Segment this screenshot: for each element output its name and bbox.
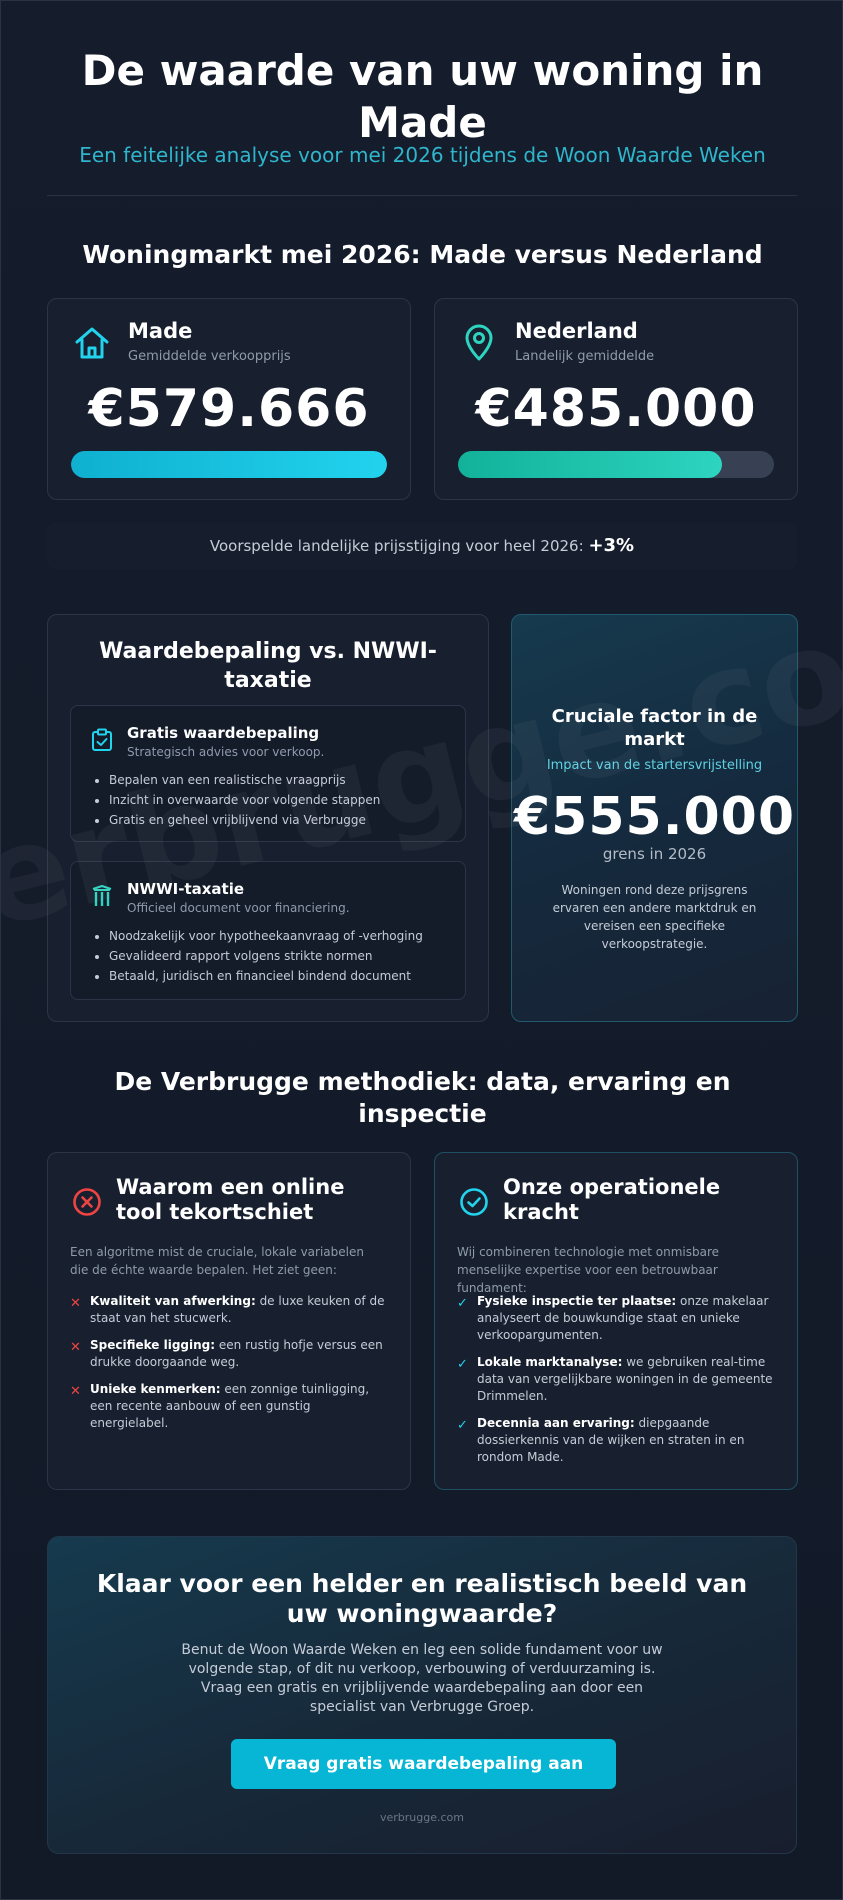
list-item: • Gratis en geheel vrijblijvend via Verbrugge [109,810,380,830]
market-name: Nederland [515,319,638,343]
item-label: Lokale marktanalyse: [477,1355,623,1369]
crucial-subtitle: Impact van de startersvrijstelling [546,758,763,773]
location-pin-icon [459,323,499,363]
market-card-nederland [434,298,798,500]
list-item: • Inzicht in overwaarde voor volgende stappen [109,790,380,810]
free-valuation-box [70,705,466,842]
cta-text: Benut de Woon Waarde Weken en leg een solide fundament voor uw volgende stap, of dit nu verkoop, verbouwing of verduurzaming is. Vraag een gratis en vrijblijvende waardebepaling aan door een specialist van Verbrugge Groep. [181,1642,663,1715]
operational-list [457,1293,773,1476]
item-text: onze makelaar analyseert de bouwkundige staat en unieke verkoopargumenten. [477,1294,769,1342]
forecast-label: Voorspelde landelijke prijsstijging voor heel 2026: [209,537,584,555]
price-bar-track [71,451,387,478]
market-name: Made [128,319,193,343]
valuation-title: Waardebepaling vs. NWWI-taxatie [99,639,437,693]
price-bar-fill [458,451,722,478]
operational-intro: Wij combineren technologie met onmisbare menselijke expertise voor een betrouwbaar fundament: [457,1245,720,1295]
crucial-title: Cruciale factor in de markt [551,706,758,750]
market-section-title: Woningmarkt mei 2026: Made versus Nederland [82,240,763,269]
check-circle-icon [459,1187,489,1217]
cta-title: Klaar voor een helder en realistisch beeld van uw woningwaarde? [96,1569,748,1628]
crucial-note: Woningen rond deze prijsgrens ervaren een andere marktdruk en vereisen een specifieke verkoopstrategie. [552,883,757,951]
item-text: een zonnige tuinligging, een recente aanbouw of een gunstig energielabel. [90,1382,370,1430]
check-icon: ✓ [457,1418,468,1433]
page-subtitle: Een feitelijke analyse voor mei 2026 tijdens de Woon Waarde Weken [79,143,766,167]
method-section-title: De Verbrugge methodiek: data, ervaring en inspectie [114,1067,731,1128]
free-valuation-desc: Strategisch advies voor verkoop. [127,745,325,759]
crucial-price: €555.000 [513,787,796,847]
market-card-made [47,298,411,500]
crucial-unit: grens in 2026 [602,845,707,863]
operational-title: Onze operationele kracht [503,1175,721,1224]
nwwi-title: NWWI-taxatie [127,880,245,898]
item-label: Fysieke inspectie ter plaatse: [477,1294,677,1308]
price-bar-fill [71,451,387,478]
list-item [70,1381,386,1432]
check-icon: ✓ [457,1296,468,1311]
item-label: Unieke kenmerken: [90,1382,221,1396]
price-bar-track [458,451,774,478]
x-circle-icon [72,1187,102,1217]
building-columns-icon [91,884,113,908]
free-valuation-list [109,770,380,830]
item-text: de luxe keuken of de staat van het stucwerk. [90,1294,385,1325]
home-icon [72,323,112,363]
market-price: €485.000 [475,379,757,439]
list-item: • Bepalen van een realistische vraagprijs [109,770,380,790]
free-valuation-title: Gratis waardebepaling [127,724,320,742]
footer-link[interactable]: verbrugge.com [380,1811,464,1824]
market-desc: Landelijk gemiddelde [515,349,655,364]
item-label: Specifieke ligging: [90,1338,216,1352]
check-icon: ✓ [457,1357,468,1372]
market-desc: Gemiddelde verkoopprijs [128,349,291,364]
clipboard-check-icon [91,728,113,752]
forecast-value: +3% [588,535,635,556]
list-item [457,1415,773,1466]
crucial-factor-card [511,614,798,1022]
list-item [457,1293,773,1344]
online-tool-intro: Een algoritme mist de cruciale, lokale variabelen die de échte waarde bepalen. Het ziet geen: [70,1245,364,1277]
item-text: we gebruiken real-time data van vergelijkbare woningen in de gemeente Drimmelen. [477,1355,773,1403]
market-price: €579.666 [88,379,370,439]
nwwi-desc: Officieel document voor financiering. [127,901,350,915]
list-item: • Noodzakelijk voor hypotheekaanvraag of -verhoging [109,926,423,946]
item-text: diepgaande dossierkennis van de wijken en straten in en rondom Made. [477,1416,745,1464]
list-item: • Betaald, juridisch en financieel bindend document [109,966,423,986]
cta-panel [47,1536,797,1854]
cross-icon: ✕ [70,1340,81,1355]
online-tool-card [47,1152,411,1490]
list-item [70,1337,386,1371]
online-tool-list [70,1293,386,1442]
operational-strength-card [434,1152,798,1490]
item-text: een rustig hofje versus een drukke doorgaande weg. [90,1338,383,1369]
online-tool-title: Waarom een online tool tekortschiet [116,1175,345,1224]
page-title: De waarde van uw woning in Made [81,46,764,147]
cross-icon: ✕ [70,1384,81,1399]
request-valuation-button[interactable]: Vraag gratis waardebepaling aan [231,1739,616,1789]
nwwi-list [109,926,423,986]
forecast-banner [47,523,797,569]
list-item [457,1354,773,1405]
cross-icon: ✕ [70,1296,81,1311]
list-item [70,1293,386,1327]
list-item: • Gevalideerd rapport volgens strikte normen [109,946,423,966]
nwwi-taxatie-box [70,861,466,1000]
item-label: Decennia aan ervaring: [477,1416,635,1430]
header-divider [47,195,797,196]
valuation-card [47,614,489,1022]
item-label: Kwaliteit van afwerking: [90,1294,256,1308]
